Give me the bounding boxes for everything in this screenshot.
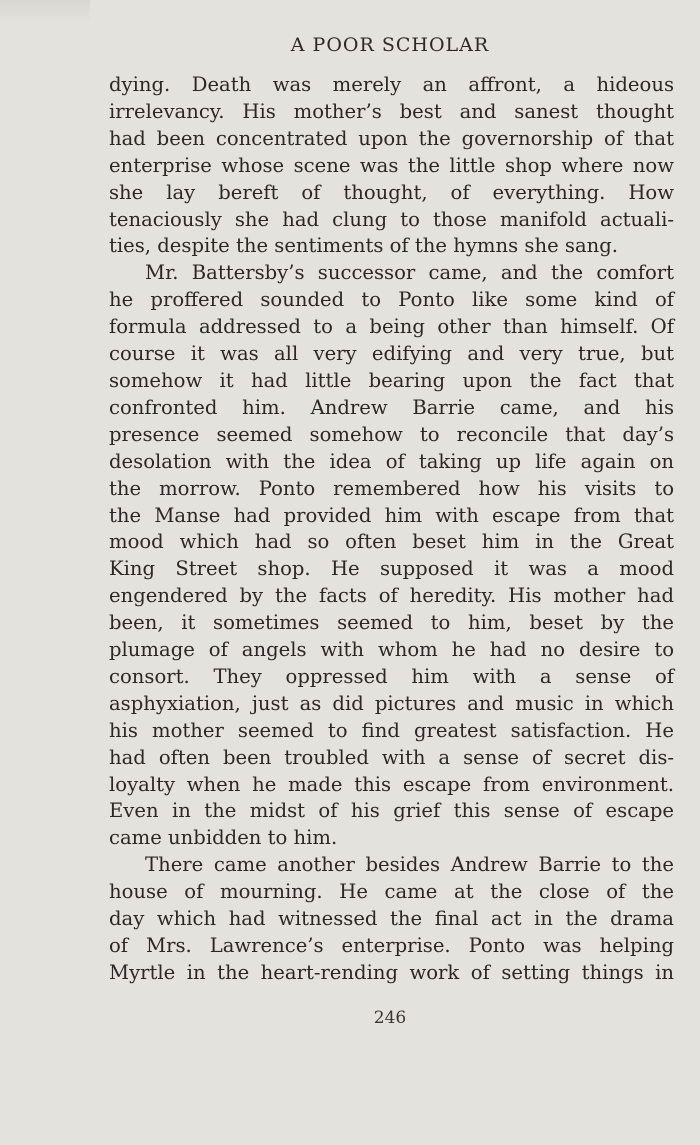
text-line: dying. Death was merely an affront, a hideous [109,73,674,96]
text-line: mood which had so often beset him in the Great [109,530,674,554]
text-line: confronted him. Andrew Barrie came, and his [109,395,674,419]
text-line: somehow it had little bearing upon the fact that [109,368,674,392]
text-line: consort. They oppressed him with a sense of [109,664,674,688]
text-line: Even in the midst of his grief this sense of escape [109,799,674,823]
text-line: plumage of angels with whom he had no desire to [109,638,674,662]
text-line: tenaciously she had clung to those manifold actuali- [109,207,674,231]
text-line: day which had witnessed the final act in the drama [109,907,674,931]
text-line: presence seemed somehow to reconcile that day’s [109,422,674,446]
text-line: his mother seemed to find greatest satisfaction. He [109,718,674,742]
text-line: King Street shop. He supposed it was a mood [109,557,674,581]
running-head: A POOR SCHOLAR [290,34,490,56]
text-line: There came another besides Andrew Barrie to the [145,853,674,877]
text-line: irrelevancy. His mother’s best and sanest thought [109,99,674,123]
text-line: Myrtle in the heart-rending work of setting things in [109,960,674,984]
text-line: came unbidden to him. [109,826,338,850]
text-line: asphyxiation, just as did pictures and music in which [109,691,674,715]
text-line: had been concentrated upon the governorship of that [109,126,674,150]
text-line: Mr. Battersby’s successor came, and the comfort [145,261,674,285]
text-line: she lay bereft of thought, of everything. How [109,180,674,204]
text-line: been, it sometimes seemed to him, beset by the [109,611,674,635]
text-line: desolation with the idea of taking up life again on [109,449,674,473]
text-line: he proffered sounded to Ponto like some kind of [109,288,674,312]
text-line: formula addressed to a being other than himself. Of [109,315,674,339]
text-line: ties, despite the sentiments of the hymns she sang. [109,234,619,258]
text-line: the Manse had provided him with escape from that [109,503,674,527]
text-line: course it was all very edifying and very true, but [109,342,674,366]
text-line: house of mourning. He came at the close of the [109,880,674,904]
text-line: the morrow. Ponto remembered how his visits to [109,476,674,500]
text-line: of Mrs. Lawrence’s enterprise. Ponto was helping [109,934,674,957]
text-line: enterprise whose scene was the little shop where now [109,153,674,177]
text-line: had often been troubled with a sense of secret dis- [109,745,674,769]
text-line: engendered by the facts of heredity. His mother had [109,584,674,608]
text-line: loyalty when he made this escape from environment. [109,772,674,796]
page-number: 246 [373,1008,407,1028]
body-text [109,72,674,987]
page-corner-shading [0,0,90,22]
